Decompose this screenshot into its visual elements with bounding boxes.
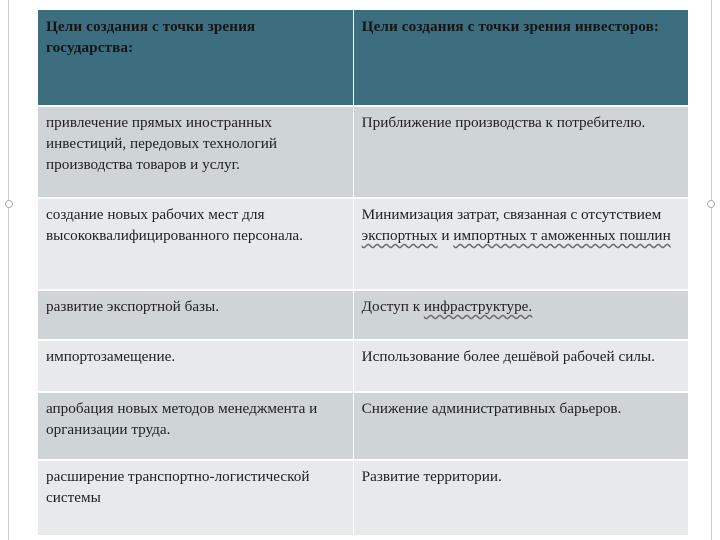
investor-goal-text: и	[437, 227, 454, 244]
investor-goal-cell: Приближение производства к потребителю.	[353, 106, 688, 198]
investor-goal-cell	[353, 290, 688, 340]
investor-goal-cell	[353, 198, 688, 290]
slide-frame-left	[8, 0, 9, 540]
investor-goal-text: Доступ к	[361, 298, 424, 315]
goals-table	[38, 10, 688, 537]
table-row	[38, 290, 688, 340]
header-state-goals: Цели создания с точки зрения государства:	[38, 10, 353, 106]
investor-goal-cell: Снижение административных барьеров.	[353, 392, 688, 460]
investor-goal-text: Минимизация затрат, связанная с отсутствием	[361, 206, 662, 223]
header-investor-goals: Цели создания с точки зрения инвесторов:	[353, 10, 688, 106]
state-goal-cell: привлечение прямых иностранных инвестиций, передовых технологий производства товаров и услуг.	[38, 106, 353, 198]
investor-goal-cell: Использование более дешёвой рабочей силы.	[353, 340, 688, 392]
table-row	[38, 460, 688, 536]
table-row	[38, 106, 688, 198]
state-goal-cell: расширение транспортно-логистической системы	[38, 460, 353, 536]
frame-dot-left	[5, 200, 13, 208]
state-goal-cell: развитие экспортной базы.	[38, 290, 353, 340]
state-goal-cell: импортозамещение.	[38, 340, 353, 392]
table-row	[38, 198, 688, 290]
state-goal-cell: апробация новых методов менеджмента и организации труда.	[38, 392, 353, 460]
link-export-duties[interactable]: экспортных	[361, 227, 438, 244]
link-infrastructure[interactable]: инфраструктуре.	[423, 298, 533, 315]
table-row	[38, 340, 688, 392]
table-row	[38, 392, 688, 460]
investor-goal-cell: Развитие территории.	[353, 460, 688, 536]
state-goal-cell: создание новых рабочих мест для высококвалифицированного персонала.	[38, 198, 353, 290]
link-import-duties[interactable]: импортных т аможенных пошлин	[453, 227, 671, 244]
table-header-row	[38, 10, 688, 106]
frame-dot-right	[707, 200, 715, 208]
slide-frame-right	[711, 0, 712, 540]
